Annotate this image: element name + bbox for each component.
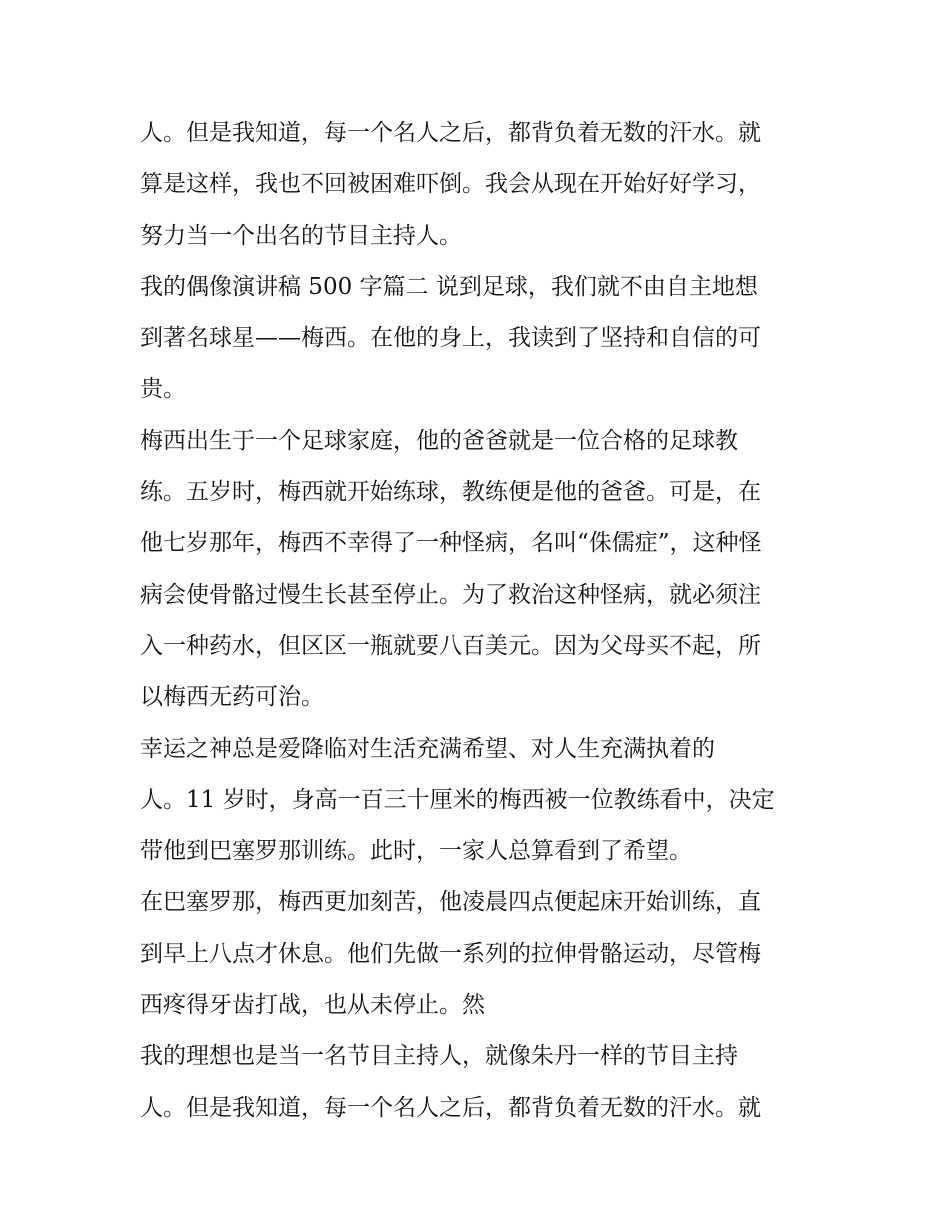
text-line: 到著名球星——梅西。在他的身上，我读到了坚持和自信的可 bbox=[140, 325, 761, 352]
text-line: 以梅西无药可治。 bbox=[140, 684, 324, 711]
text-line: 病会使骨骼过慢生长甚至停止。为了救治这种怪病，就必须注 bbox=[140, 581, 761, 608]
text-line: 努力当一个出名的节目主持人。 bbox=[140, 222, 462, 249]
text-line: 幸运之神总是爱降临对生活充满希望、对人生充满执着的 bbox=[140, 735, 715, 762]
text-line: 在巴塞罗那，梅西更加刻苦，他凌晨四点便起床开始训练，直 bbox=[140, 889, 761, 916]
text-line: 到早上八点才休息。他们先做一系列的拉伸骨骼运动，尽管梅 bbox=[140, 940, 761, 967]
text-line: 练。五岁时，梅西就开始练球，教练便是他的爸爸。可是，在 bbox=[140, 479, 761, 506]
text-line: 我的偶像演讲稿 500 字篇二 说到足球，我们就不由自主地想 bbox=[140, 273, 758, 300]
text-line: 我的理想也是当一名节目主持人，就像朱丹一样的节目主持 bbox=[140, 1043, 738, 1070]
text-line: 西疼得牙齿打战，也从未停止。然 bbox=[140, 992, 485, 1019]
text-line: 带他到巴塞罗那训练。此时，一家人总算看到了希望。 bbox=[140, 838, 692, 865]
text-line: 算是这样，我也不回被困难吓倒。我会从现在开始好好学习， bbox=[140, 171, 761, 198]
body-text bbox=[140, 108, 820, 1134]
text-line: 人。但是我知道，每一个名人之后，都背负着无数的汗水。就 bbox=[140, 1094, 761, 1121]
text-line: 人。11 岁时，身高一百三十厘米的梅西被一位教练看中，决定 bbox=[140, 786, 775, 813]
text-line: 入一种药水，但区区一瓶就要八百美元。因为父母买不起，所 bbox=[140, 632, 761, 659]
text-line: 人。但是我知道，每一个名人之后，都背负着无数的汗水。就 bbox=[140, 120, 761, 146]
text-line: 梅西出生于一个足球家庭，他的爸爸就是一位合格的足球教 bbox=[140, 427, 738, 454]
text-line: 他七岁那年，梅西不幸得了一种怪病，名叫“侏儒症”，这种怪 bbox=[140, 530, 762, 557]
text-line: 贵。 bbox=[140, 376, 186, 403]
